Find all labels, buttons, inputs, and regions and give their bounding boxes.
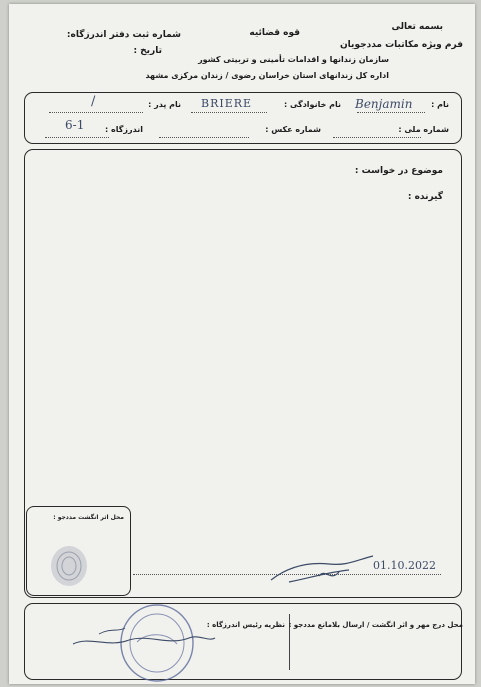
national-id-field-line[interactable] <box>333 137 421 138</box>
national-id-label: شماره ملی : <box>398 125 449 134</box>
org-line-1: سازمان زندانها و اقدامات تأمینی و تربیتی کشور <box>198 55 389 64</box>
family-name-value: BRIERE <box>201 97 253 110</box>
recipient-label: گیرنده : <box>407 192 443 202</box>
judiciary-label: قوه قضائیه <box>249 28 300 38</box>
letter-form <box>9 4 475 684</box>
seal-label: محل درج مهر و اثر انگشت / ارسال بلامانع مددجو : <box>288 621 463 629</box>
ward-value: 6-1 <box>65 118 85 132</box>
father-name-value: / <box>91 94 96 109</box>
signature-icon <box>269 552 389 588</box>
bismillah: بسمه تعالی <box>391 22 443 32</box>
fingerprint-icon <box>47 544 91 588</box>
ward-field-line[interactable] <box>45 137 109 138</box>
warden-opinion-label: نظریه رئیس اندرزگاه : <box>206 621 285 629</box>
ward-label: اندرزگاه : <box>105 125 143 134</box>
family-name-label: نام خانوادگی : <box>283 100 341 109</box>
name-label: نام : <box>431 100 449 109</box>
org-line-2: اداره کل زندانهای استان خراسان رضوی / زندان مرکزی مشهد <box>145 71 389 80</box>
family-name-field-line[interactable] <box>191 112 267 113</box>
photo-number-field-line[interactable] <box>159 137 249 138</box>
name-value: Benjamin <box>355 97 413 111</box>
name-field-line[interactable] <box>357 112 425 113</box>
subject-label: موضوع در خواست : <box>354 166 443 176</box>
photo-number-label: شماره عکس : <box>265 125 321 134</box>
fingerprint-label: محل اثر انگشت مددجو : <box>53 514 124 521</box>
father-name-field-line[interactable] <box>49 112 143 113</box>
registry-number-label: شماره ثبت دفتر اندرزگاه: <box>66 30 181 40</box>
date-value: 01.10.2022 <box>373 559 436 572</box>
father-name-label: نام پدر : <box>148 100 181 109</box>
warden-signature-icon <box>69 624 219 654</box>
form-title: فرم ویژه مکاتبات مددجویان <box>340 40 463 50</box>
date-label: تاریخ : <box>133 46 162 56</box>
